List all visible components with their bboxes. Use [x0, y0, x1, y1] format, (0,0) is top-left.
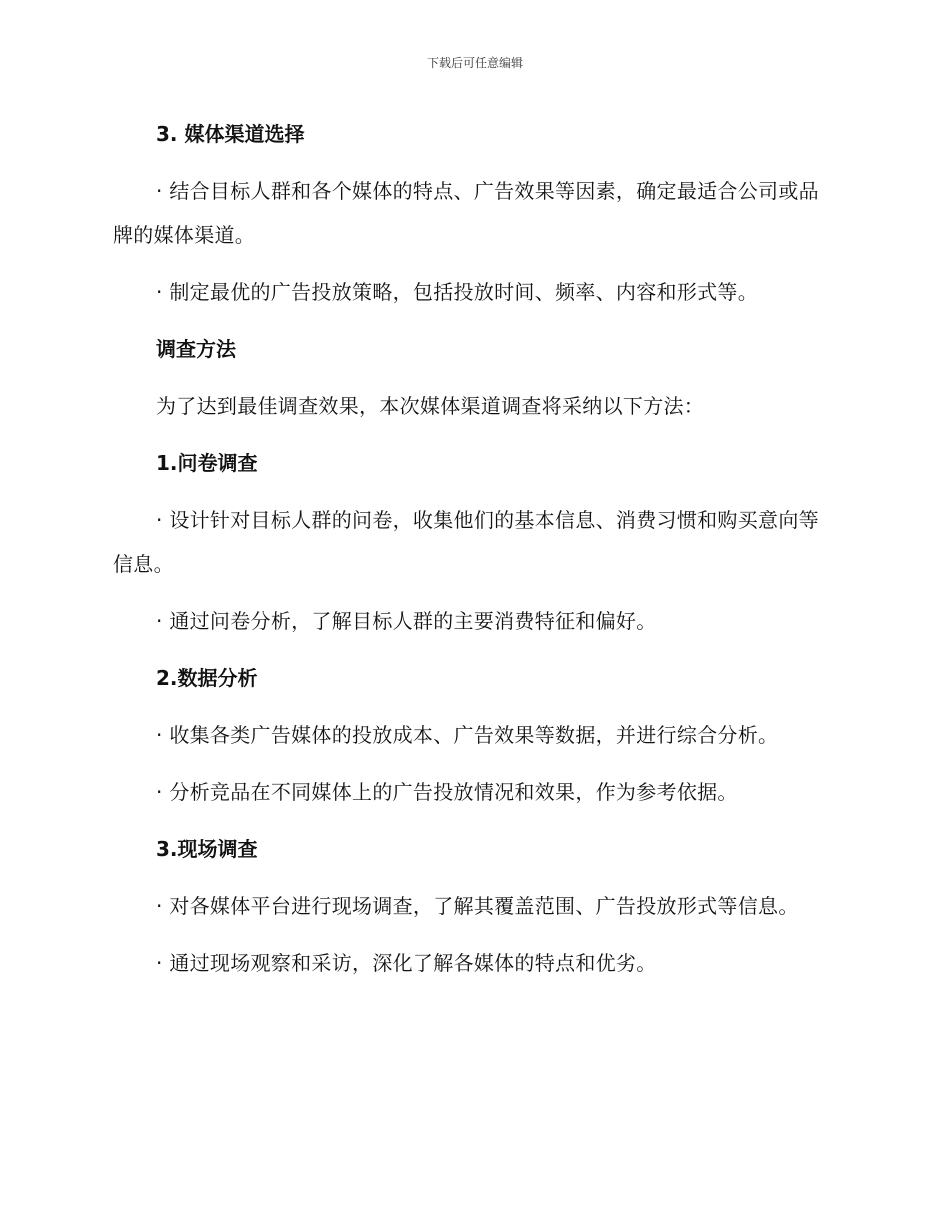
page-header: 下载后可任意编辑: [426, 56, 523, 70]
section-heading-media-channel-selection: 3. 媒体渠道选择: [156, 122, 305, 146]
intro-paragraph: 为了达到最佳调查效果，本次媒体渠道调查将采纳以下方法：: [156, 394, 705, 418]
bullet-paragraph: · 通过问卷分析，了解目标人群的主要消费特征和偏好。: [156, 609, 657, 633]
bullet-paragraph: · 设计针对目标人群的问卷，收集他们的基本信息、消费习惯和购买意向等信息。: [113, 508, 819, 576]
bullet-paragraph: · 通过现场观察和采访，深化了解各媒体的特点和优劣。: [156, 951, 657, 975]
bullet-paragraph: · 收集各类广告媒体的投放成本、广告效果等数据，并进行综合分析。: [156, 723, 779, 747]
subheading-field-survey: 3.现场调查: [156, 837, 258, 861]
subheading-data-analysis: 2.数据分析: [156, 666, 258, 690]
bullet-paragraph: · 制定最优的广告投放策略，包括投放时间、频率、内容和形式等。: [156, 280, 759, 304]
section-heading-survey-methods: 调查方法: [156, 337, 236, 361]
document-body: [113, 112, 825, 998]
subheading-questionnaire: 1.问卷调查: [156, 451, 258, 475]
bullet-paragraph: · 结合目标人群和各个媒体的特点、广告效果等因素，确定最适合公司或品牌的媒体渠道。: [113, 179, 819, 247]
bullet-paragraph: · 分析竞品在不同媒体上的广告投放情况和效果，作为参考依据。: [156, 780, 738, 804]
bullet-paragraph: · 对各媒体平台进行现场调查，了解其覆盖范围、广告投放形式等信息。: [156, 894, 799, 918]
